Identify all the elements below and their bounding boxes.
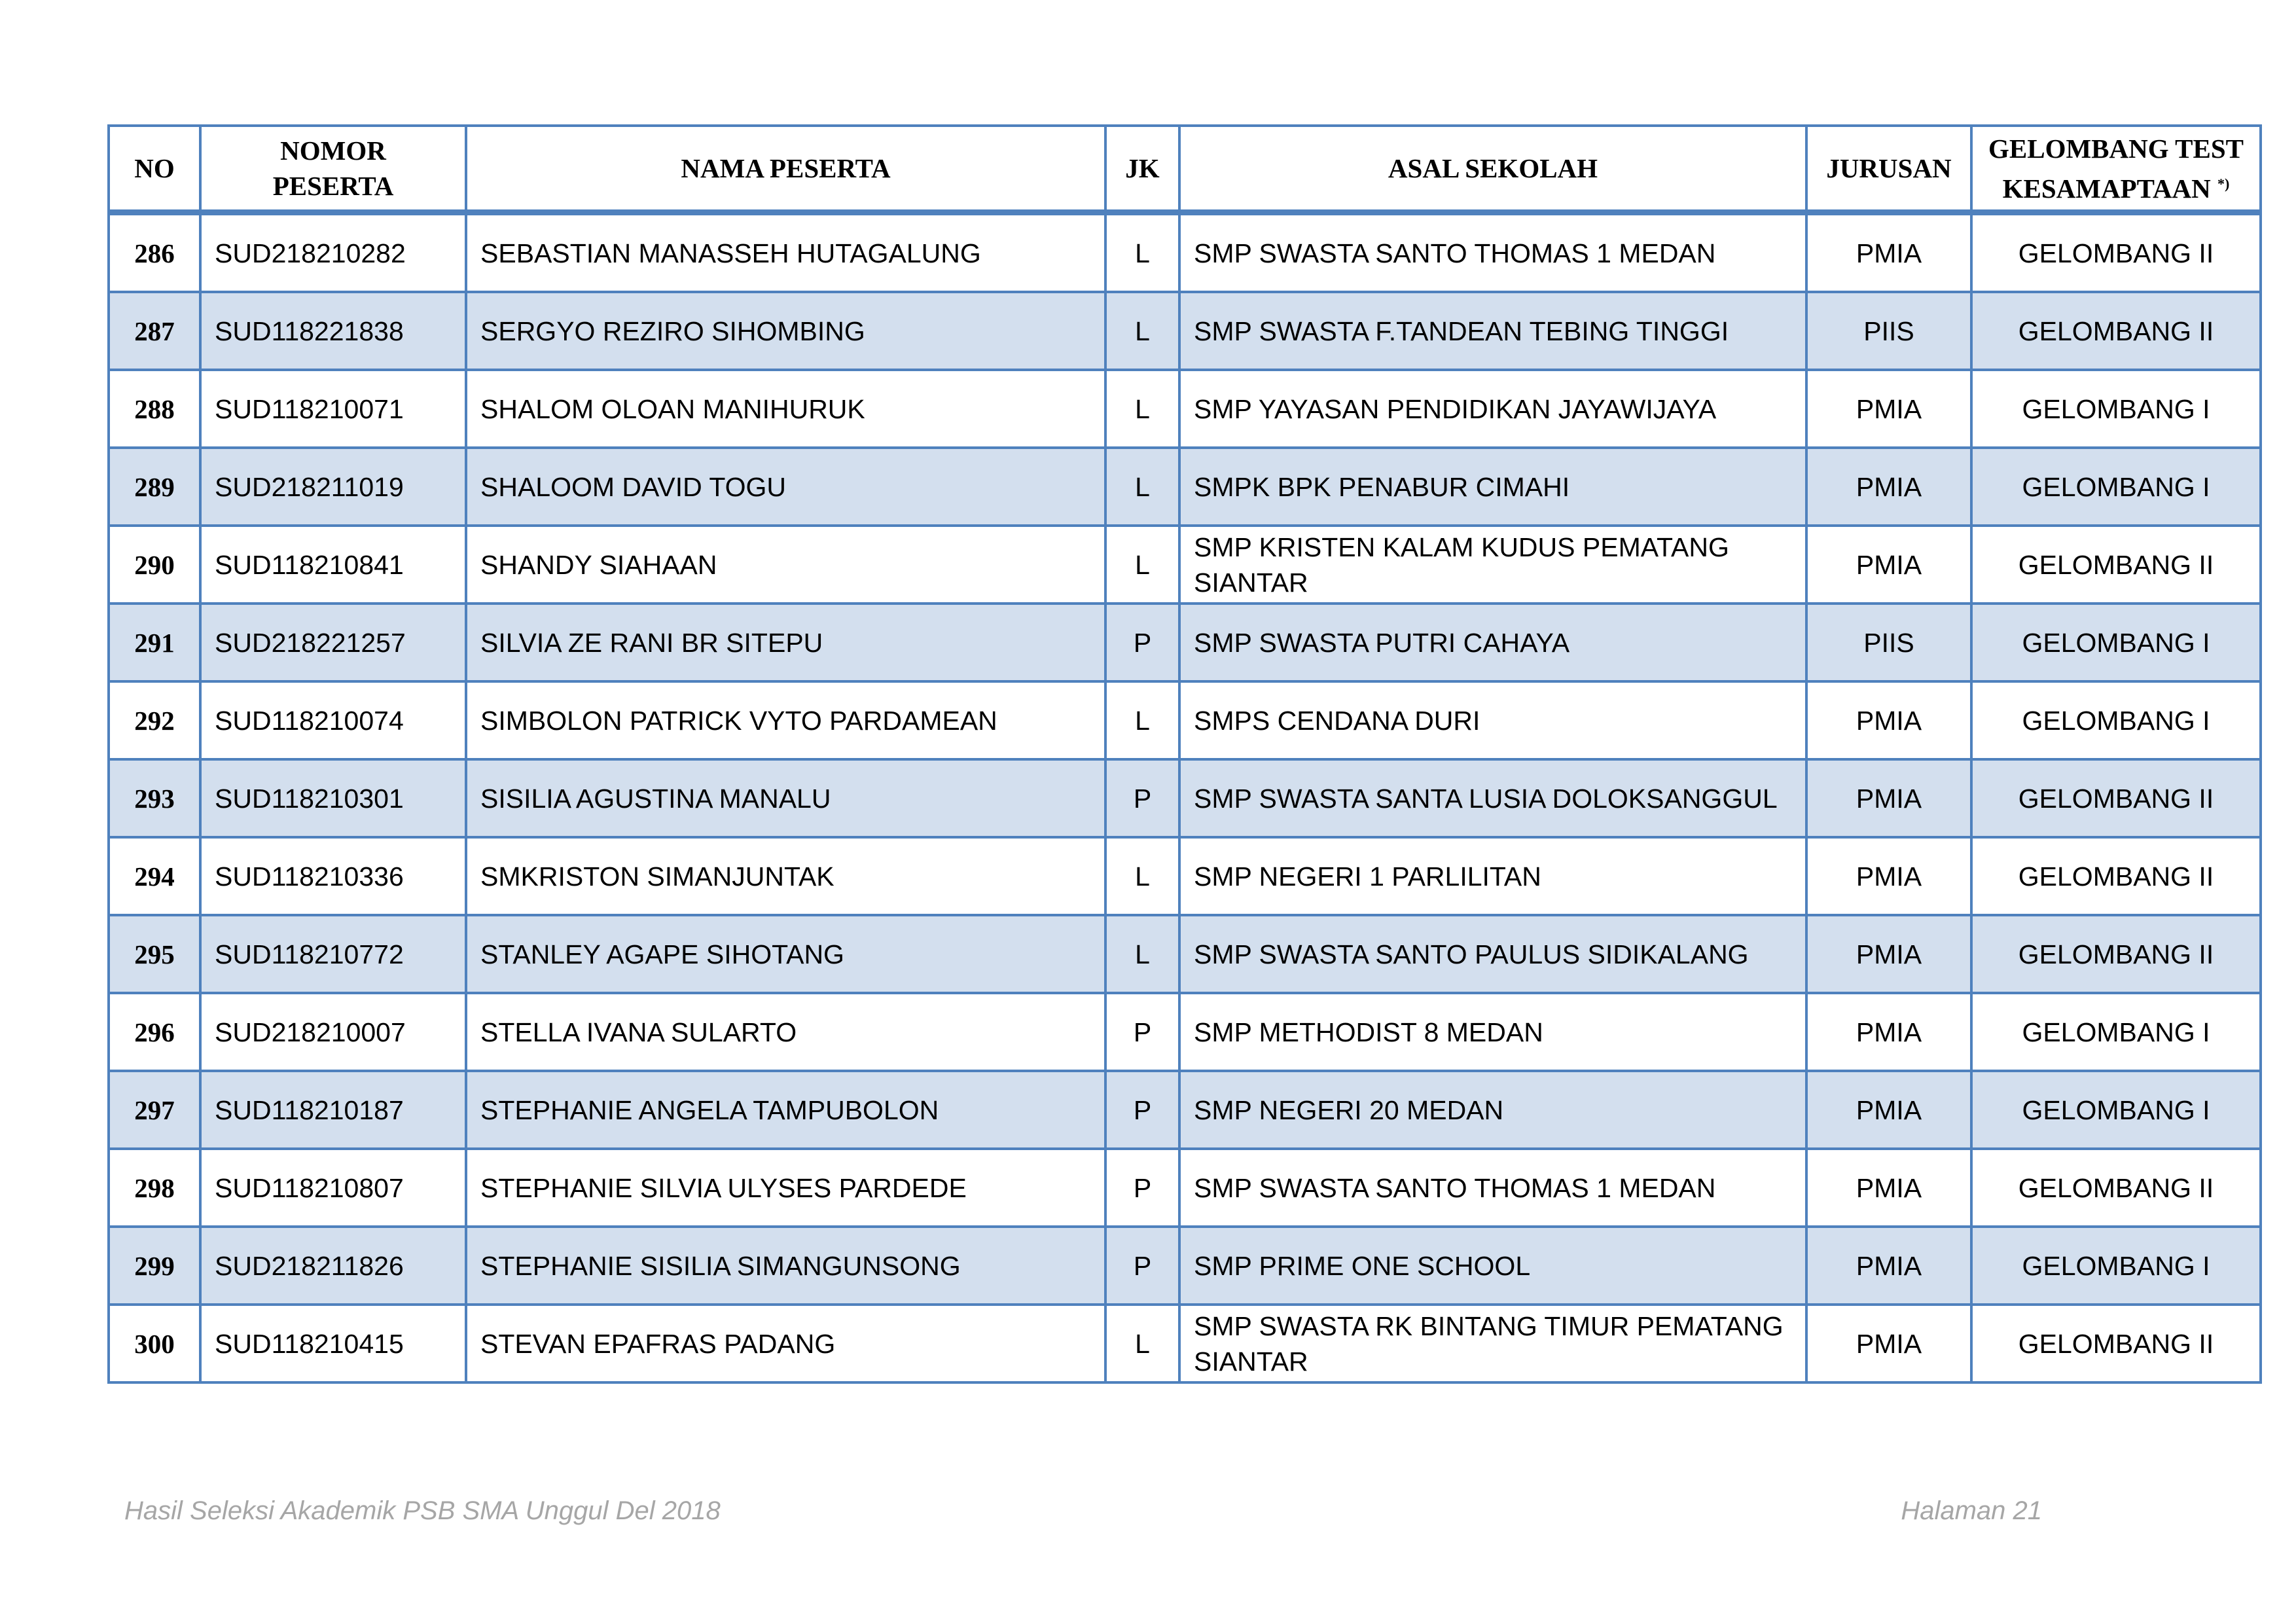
header-nama-peserta: NAMA PESERTA	[466, 126, 1105, 213]
cell-gelombang: GELOMBANG II	[1971, 1305, 2261, 1382]
cell-asal-sekolah: SMP SWASTA SANTO PAULUS SIDIKALANG	[1179, 915, 1806, 993]
cell-nama-peserta: STEPHANIE SISILIA SIMANGUNSONG	[466, 1227, 1105, 1305]
cell-jurusan: PIIS	[1806, 604, 1971, 681]
cell-no: 299	[109, 1227, 200, 1305]
cell-gelombang: GELOMBANG II	[1971, 526, 2261, 604]
header-gelombang-note: *)	[2217, 175, 2230, 192]
cell-jk: P	[1105, 604, 1179, 681]
cell-asal-sekolah: SMP SWASTA SANTO THOMAS 1 MEDAN	[1179, 1149, 1806, 1227]
cell-no: 288	[109, 370, 200, 448]
cell-jk: P	[1105, 759, 1179, 837]
table-row	[109, 213, 2261, 293]
cell-asal-sekolah: SMP YAYASAN PENDIDIKAN JAYAWIJAYA	[1179, 370, 1806, 448]
cell-jk: L	[1105, 681, 1179, 759]
cell-jurusan: PIIS	[1806, 292, 1971, 370]
cell-asal-sekolah: SMP METHODIST 8 MEDAN	[1179, 993, 1806, 1071]
cell-no: 292	[109, 681, 200, 759]
cell-no: 289	[109, 448, 200, 526]
header-nomor-peserta	[200, 126, 466, 213]
cell-jurusan: PMIA	[1806, 213, 1971, 293]
cell-nama-peserta: STEVAN EPAFRAS PADANG	[466, 1305, 1105, 1382]
cell-asal-sekolah: SMP KRISTEN KALAM KUDUS PEMATANG SIANTAR	[1179, 526, 1806, 604]
table-row	[109, 837, 2261, 915]
cell-jk: L	[1105, 526, 1179, 604]
cell-nama-peserta: STANLEY AGAPE SIHOTANG	[466, 915, 1105, 993]
cell-gelombang: GELOMBANG II	[1971, 1149, 2261, 1227]
cell-gelombang: GELOMBANG I	[1971, 993, 2261, 1071]
cell-nama-peserta: SILVIA ZE RANI BR SITEPU	[466, 604, 1105, 681]
cell-asal-sekolah: SMP SWASTA SANTO THOMAS 1 MEDAN	[1179, 213, 1806, 293]
cell-jurusan: PMIA	[1806, 1305, 1971, 1382]
table-header-row	[109, 126, 2261, 213]
cell-gelombang: GELOMBANG II	[1971, 915, 2261, 993]
cell-jk: P	[1105, 1227, 1179, 1305]
cell-nomor-peserta: SUD218210282	[200, 213, 466, 293]
header-gelombang	[1971, 126, 2261, 213]
cell-nomor-peserta: SUD118210301	[200, 759, 466, 837]
cell-jk: P	[1105, 1149, 1179, 1227]
cell-nama-peserta: SHANDY SIAHAAN	[466, 526, 1105, 604]
cell-gelombang: GELOMBANG II	[1971, 213, 2261, 293]
cell-jurusan: PMIA	[1806, 993, 1971, 1071]
table-body	[109, 213, 2261, 1383]
table-row	[109, 292, 2261, 370]
cell-nomor-peserta: SUD118210807	[200, 1149, 466, 1227]
cell-gelombang: GELOMBANG I	[1971, 370, 2261, 448]
cell-asal-sekolah: SMPK BPK PENABUR CIMAHI	[1179, 448, 1806, 526]
cell-asal-sekolah: SMP NEGERI 1 PARLILITAN	[1179, 837, 1806, 915]
header-asal-sekolah: ASAL SEKOLAH	[1179, 126, 1806, 213]
cell-asal-sekolah: SMP NEGERI 20 MEDAN	[1179, 1071, 1806, 1149]
table-row	[109, 1227, 2261, 1305]
table-row	[109, 1071, 2261, 1149]
cell-nama-peserta: SIMBOLON PATRICK VYTO PARDAMEAN	[466, 681, 1105, 759]
cell-nomor-peserta: SUD118210415	[200, 1305, 466, 1382]
cell-gelombang: GELOMBANG I	[1971, 1071, 2261, 1149]
cell-jurusan: PMIA	[1806, 526, 1971, 604]
results-table	[107, 124, 2262, 1384]
header-nomor-line2: PESERTA	[272, 171, 394, 201]
table-row	[109, 604, 2261, 681]
cell-no: 298	[109, 1149, 200, 1227]
cell-jurusan: PMIA	[1806, 1071, 1971, 1149]
cell-nama-peserta: SHALOM OLOAN MANIHURUK	[466, 370, 1105, 448]
header-no: NO	[109, 126, 200, 213]
table-row	[109, 448, 2261, 526]
cell-nomor-peserta: SUD218210007	[200, 993, 466, 1071]
cell-gelombang: GELOMBANG I	[1971, 604, 2261, 681]
cell-jurusan: PMIA	[1806, 1227, 1971, 1305]
header-gelombang-line2: KESAMAPTAAN	[2002, 173, 2211, 204]
cell-no: 293	[109, 759, 200, 837]
header-jk: JK	[1105, 126, 1179, 213]
cell-gelombang: GELOMBANG II	[1971, 759, 2261, 837]
cell-asal-sekolah: SMP SWASTA SANTA LUSIA DOLOKSANGGUL	[1179, 759, 1806, 837]
footer-page-number: Halaman 21	[1901, 1496, 2042, 1525]
footer-document-title: Hasil Seleksi Akademik PSB SMA Unggul Del 2018	[124, 1496, 721, 1525]
cell-no: 296	[109, 993, 200, 1071]
cell-nomor-peserta: SUD218211019	[200, 448, 466, 526]
cell-nomor-peserta: SUD118210772	[200, 915, 466, 993]
cell-gelombang: GELOMBANG II	[1971, 837, 2261, 915]
cell-nama-peserta: STEPHANIE ANGELA TAMPUBOLON	[466, 1071, 1105, 1149]
cell-nomor-peserta: SUD118210071	[200, 370, 466, 448]
cell-jurusan: PMIA	[1806, 1149, 1971, 1227]
table-row	[109, 759, 2261, 837]
cell-jk: P	[1105, 993, 1179, 1071]
cell-jk: L	[1105, 915, 1179, 993]
cell-nama-peserta: SISILIA AGUSTINA MANALU	[466, 759, 1105, 837]
cell-nama-peserta: SEBASTIAN MANASSEH HUTAGALUNG	[466, 213, 1105, 293]
cell-nomor-peserta: SUD218221257	[200, 604, 466, 681]
cell-jurusan: PMIA	[1806, 915, 1971, 993]
cell-jurusan: PMIA	[1806, 681, 1971, 759]
cell-no: 300	[109, 1305, 200, 1382]
cell-jurusan: PMIA	[1806, 759, 1971, 837]
cell-nomor-peserta: SUD118210187	[200, 1071, 466, 1149]
cell-jurusan: PMIA	[1806, 837, 1971, 915]
cell-no: 295	[109, 915, 200, 993]
cell-nomor-peserta: SUD118210074	[200, 681, 466, 759]
cell-nomor-peserta: SUD218211826	[200, 1227, 466, 1305]
cell-nama-peserta: SERGYO REZIRO SIHOMBING	[466, 292, 1105, 370]
cell-jk: P	[1105, 1071, 1179, 1149]
table-row	[109, 1305, 2261, 1382]
header-jurusan: JURUSAN	[1806, 126, 1971, 213]
cell-no: 286	[109, 213, 200, 293]
cell-gelombang: GELOMBANG I	[1971, 681, 2261, 759]
cell-jk: L	[1105, 837, 1179, 915]
table-row	[109, 681, 2261, 759]
cell-nomor-peserta: SUD118221838	[200, 292, 466, 370]
cell-no: 294	[109, 837, 200, 915]
table-row	[109, 526, 2261, 604]
cell-asal-sekolah: SMP PRIME ONE SCHOOL	[1179, 1227, 1806, 1305]
cell-asal-sekolah: SMP SWASTA F.TANDEAN TEBING TINGGI	[1179, 292, 1806, 370]
cell-jurusan: PMIA	[1806, 448, 1971, 526]
cell-jk: L	[1105, 1305, 1179, 1382]
cell-nama-peserta: SHALOOM DAVID TOGU	[466, 448, 1105, 526]
cell-no: 297	[109, 1071, 200, 1149]
cell-nama-peserta: SMKRISTON SIMANJUNTAK	[466, 837, 1105, 915]
cell-nama-peserta: STEPHANIE SILVIA ULYSES PARDEDE	[466, 1149, 1105, 1227]
cell-gelombang: GELOMBANG I	[1971, 448, 2261, 526]
cell-nama-peserta: STELLA IVANA SULARTO	[466, 993, 1105, 1071]
cell-gelombang: GELOMBANG I	[1971, 1227, 2261, 1305]
cell-asal-sekolah: SMP SWASTA PUTRI CAHAYA	[1179, 604, 1806, 681]
cell-jurusan: PMIA	[1806, 370, 1971, 448]
cell-jk: L	[1105, 370, 1179, 448]
cell-no: 290	[109, 526, 200, 604]
cell-asal-sekolah: SMP SWASTA RK BINTANG TIMUR PEMATANG SIANTAR	[1179, 1305, 1806, 1382]
cell-jk: L	[1105, 448, 1179, 526]
cell-asal-sekolah: SMPS CENDANA DURI	[1179, 681, 1806, 759]
cell-nomor-peserta: SUD118210841	[200, 526, 466, 604]
header-nomor-line1: NOMOR	[280, 135, 386, 166]
table-row	[109, 915, 2261, 993]
cell-gelombang: GELOMBANG II	[1971, 292, 2261, 370]
header-gelombang-line1: GELOMBANG TEST	[1988, 133, 2244, 164]
table-row	[109, 1149, 2261, 1227]
cell-jk: L	[1105, 213, 1179, 293]
cell-nomor-peserta: SUD118210336	[200, 837, 466, 915]
table-row	[109, 993, 2261, 1071]
cell-jk: L	[1105, 292, 1179, 370]
cell-no: 287	[109, 292, 200, 370]
table-row	[109, 370, 2261, 448]
cell-no: 291	[109, 604, 200, 681]
